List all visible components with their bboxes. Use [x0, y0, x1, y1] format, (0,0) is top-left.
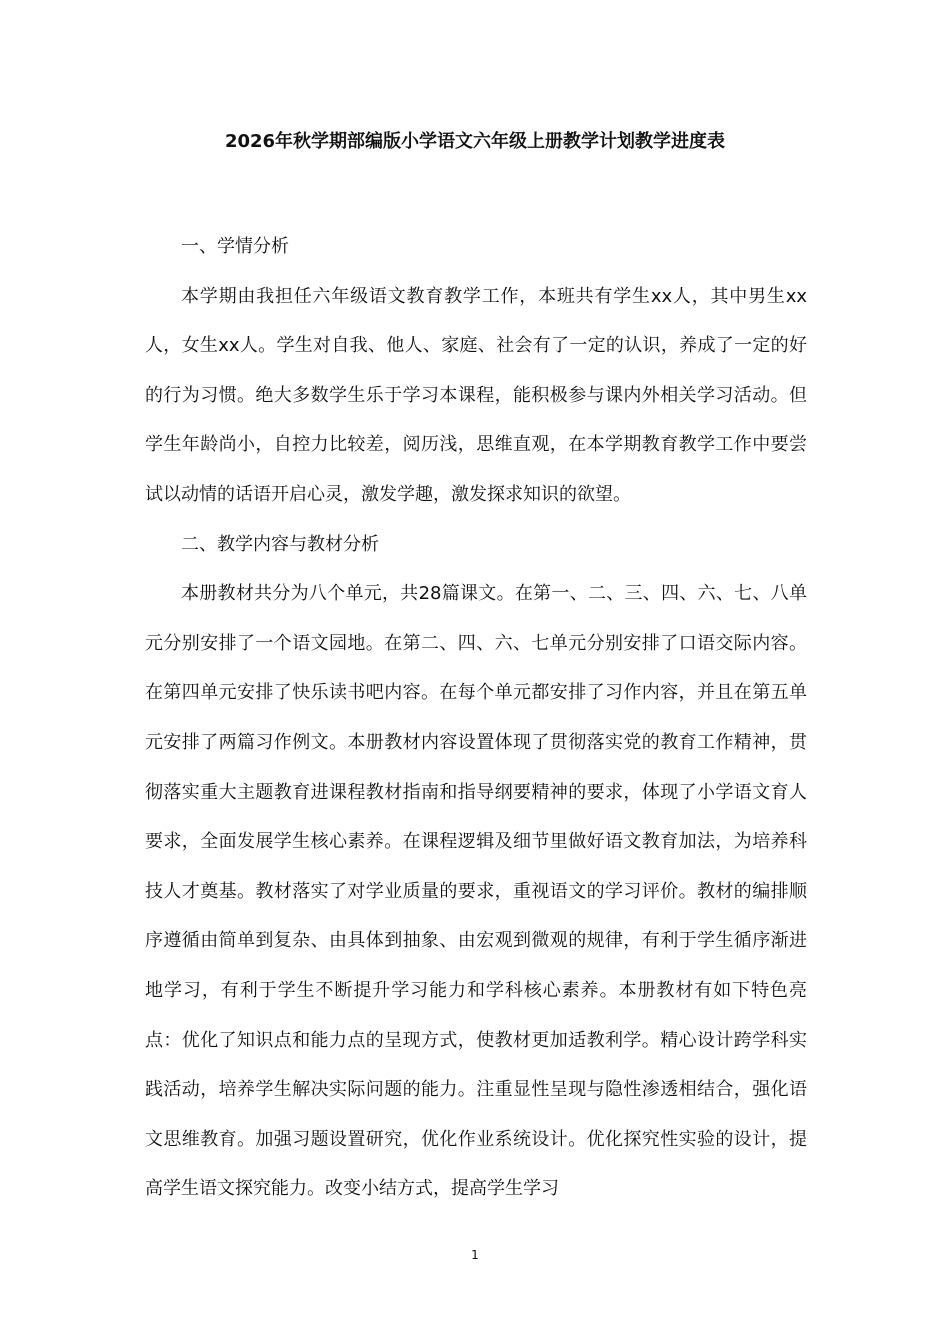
document-body — [145, 222, 807, 1214]
section-heading-content-analysis: 二、教学内容与教材分析 — [181, 533, 379, 555]
document-title: 2026年秋学期部编版小学语文六年级上册教学计划教学进度表 — [224, 131, 726, 152]
page-number: 1 — [471, 1248, 479, 1262]
section-paragraph-learning-analysis: 本学期由我担任六年级语文教育教学工作，本班共有学生xx人，其中男生xx人，女生xx人。学生对自我、他人、家庭、社会有了一定的认识，养成了一定的好的行为习惯。绝大多数学生乐于学习本课程，能积极参与课内外相关学习活动。但学生年龄尚小，自控力比较差，阅历浅，思维直观，在本学期教育教学工作中要尝试以动情的话语开启心灵，激发学趣，激发探求知识的欲望。 — [145, 285, 807, 505]
section-paragraph-content-analysis: 本册教材共分为八个单元，共28篇课文。在第一、二、三、四、六、七、八单元分别安排了一个语文园地。在第二、四、六、七单元分别安排了口语交际内容。在第四单元安排了快乐读书吧内容。在每个单元都安排了习作内容，并且在第五单元安排了两篇习作例文。本册教材内容设置体现了贯彻落实党的教育工作精神，贯彻落实重大主题教育进课程教材指南和指导纲要精神的要求，体现了小学语文育人要求，全面发展学生核心素养。在课程逻辑及细节里做好语文教育加法，为培养科技人才奠基。教材落实了对学业质量的要求，重视语文的学习评价。教材的编排顺序遵循由简单到复杂、由具体到抽象、由宏观到微观的规律，有利于学生循序渐进地学习，有利于学生不断提升学习能力和学科核心素养。本册教材有如下特色亮点：优化了知识点和能力点的呈现方式，使教材更加适教利学。精心设计跨学科实践活动，培养学生解决实际问题的能力。注重显性呈现与隐性渗透相结合，强化语文思维教育。加强习题设置研究，优化作业系统设计。优化探究性实验的设计，提高学生语文探究能力。改变小结方式，提高学生学习 — [145, 583, 807, 1200]
section-heading-learning-analysis: 一、学情分析 — [181, 236, 289, 257]
